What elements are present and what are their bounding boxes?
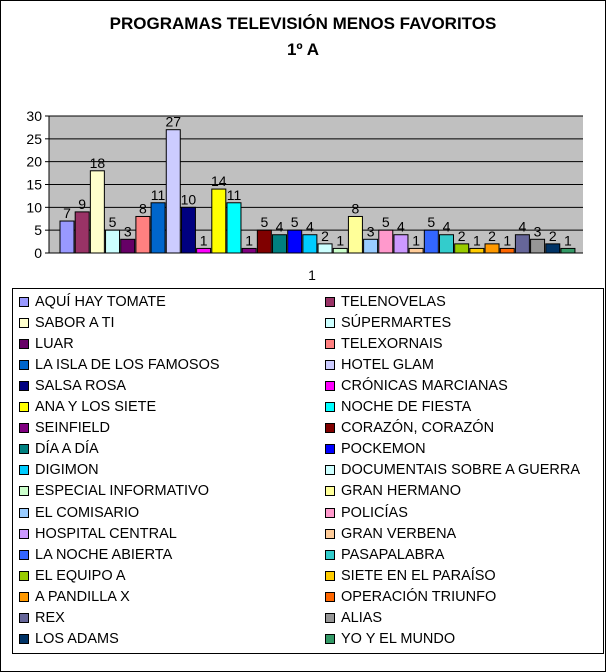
legend-label: NOCHE DE FIESTA <box>341 399 472 416</box>
legend-label: SEINFIELD <box>35 420 110 437</box>
legend-swatch <box>325 613 335 623</box>
legend-item <box>19 376 126 396</box>
legend-label: EL EQUIPO A <box>35 567 126 584</box>
bar <box>257 230 271 253</box>
legend-swatch <box>325 444 335 454</box>
legend-item <box>325 397 471 417</box>
legend-item <box>325 545 444 565</box>
legend-label: DOCUMENTAIS SOBRE A GUERRA <box>341 462 581 479</box>
bar <box>546 244 560 253</box>
data-label: 7 <box>63 205 71 222</box>
bar <box>409 248 423 253</box>
bar <box>166 130 180 253</box>
legend-swatch <box>325 550 335 560</box>
legend-item <box>19 481 209 501</box>
bar <box>303 235 317 253</box>
bar <box>455 244 469 253</box>
data-label: 1 <box>336 232 345 249</box>
legend-swatch <box>19 423 29 433</box>
legend-item <box>325 629 455 649</box>
bar <box>242 248 256 253</box>
legend-label: ESPECIAL INFORMATIVO <box>35 483 210 500</box>
legend-item <box>325 503 408 523</box>
legend-swatch <box>325 360 335 370</box>
legend-item <box>19 545 172 565</box>
legend-label: HOTEL GLAM <box>341 357 434 374</box>
bar <box>364 239 378 253</box>
legend-swatch <box>19 486 29 496</box>
legend-swatch <box>19 592 29 602</box>
legend-swatch <box>325 381 335 391</box>
bar <box>90 171 104 253</box>
legend-label: LA NOCHE ABIERTA <box>35 546 173 563</box>
legend-swatch <box>19 634 29 644</box>
legend-item <box>19 334 74 354</box>
legend-label: OPERACIÓN TRIUNFO <box>341 588 497 605</box>
legend-item <box>19 608 65 628</box>
data-label: 5 <box>290 214 299 231</box>
data-label: 1 <box>472 232 481 249</box>
legend-label: CORAZÓN, CORAZÓN <box>341 420 495 437</box>
legend-label: GRAN HERMANO <box>341 483 462 500</box>
legend-swatch <box>325 465 335 475</box>
data-label: 4 <box>442 218 451 235</box>
legend-label: EL COMISARIO <box>35 504 140 521</box>
data-label: 4 <box>518 218 527 235</box>
y-tick-label: 5 <box>34 222 42 239</box>
bar <box>106 230 120 253</box>
legend-swatch <box>325 402 335 412</box>
legend-label: HOSPITAL CENTRAL <box>35 525 177 542</box>
legend-item <box>325 355 434 375</box>
legend-label: PASAPALABRA <box>341 546 445 563</box>
legend-swatch <box>19 465 29 475</box>
legend-label: DÍA A DÍA <box>35 441 99 458</box>
legend-item <box>325 418 494 438</box>
data-label: 8 <box>139 200 147 217</box>
legend-swatch <box>19 550 29 560</box>
legend-item <box>325 608 382 628</box>
bar-chart <box>0 0 606 290</box>
legend-label: ALIAS <box>341 609 383 626</box>
legend-item <box>325 292 446 312</box>
bar <box>60 221 74 253</box>
legend-item <box>19 587 130 607</box>
data-label: 2 <box>457 227 466 244</box>
legend-swatch <box>325 297 335 307</box>
data-label: 3 <box>366 223 375 240</box>
bar <box>379 230 393 253</box>
chart-subtitle: 1º A <box>286 40 320 59</box>
chart-legend <box>12 288 604 654</box>
legend-label: SALSA ROSA <box>35 378 127 395</box>
legend-label: POCKEMON <box>341 441 426 458</box>
legend-swatch <box>325 592 335 602</box>
bar <box>470 248 484 253</box>
data-label: 1 <box>245 232 254 249</box>
legend-swatch <box>19 529 29 539</box>
legend-swatch <box>325 423 335 433</box>
legend-item <box>19 292 166 312</box>
data-label: 14 <box>211 173 227 190</box>
legend-swatch <box>19 339 29 349</box>
legend-label: LOS ADAMS <box>35 630 119 647</box>
data-label: 3 <box>123 223 132 240</box>
legend-swatch <box>19 402 29 412</box>
data-label: 5 <box>427 214 436 231</box>
y-tick-label: 10 <box>26 199 42 216</box>
legend-swatch <box>325 486 335 496</box>
legend-label: REX <box>35 609 65 626</box>
bar <box>485 244 499 253</box>
data-label: 4 <box>275 218 284 235</box>
bar <box>561 248 575 253</box>
data-label: 5 <box>108 214 117 231</box>
bar <box>318 244 332 253</box>
legend-swatch <box>325 571 335 581</box>
legend-item <box>19 439 99 459</box>
data-label: 27 <box>165 113 182 130</box>
bar <box>273 235 287 253</box>
legend-label: SABOR A TI <box>35 315 115 332</box>
bar <box>75 212 89 253</box>
legend-swatch <box>19 318 29 328</box>
legend-item <box>325 460 580 480</box>
legend-label: AQUÍ HAY TOMATE <box>35 294 166 310</box>
legend-swatch <box>19 297 29 307</box>
data-label: 4 <box>397 218 405 235</box>
bar <box>348 216 362 253</box>
legend-item <box>19 418 110 438</box>
legend-label: LA ISLA DE LOS FAMOSOS <box>35 357 220 374</box>
legend-label: SIETE EN EL PARAÍSO <box>341 567 496 584</box>
legend-label: ANA Y LOS SIETE <box>35 399 157 416</box>
bar <box>394 235 408 253</box>
legend-label: CRÓNICAS MARCIANAS <box>341 378 508 395</box>
legend-item <box>325 524 456 544</box>
bar <box>515 235 529 253</box>
legend-label: GRAN VERBENA <box>341 525 457 542</box>
legend-swatch <box>325 529 335 539</box>
legend-label: LUAR <box>35 336 74 353</box>
data-label: 11 <box>150 186 166 203</box>
bar <box>121 239 135 253</box>
bar <box>424 230 438 253</box>
legend-swatch <box>325 634 335 644</box>
legend-item <box>325 376 508 396</box>
y-tick-label: 30 <box>26 108 42 124</box>
legend-item <box>19 397 156 417</box>
data-label: 2 <box>321 227 329 244</box>
bar <box>531 239 545 253</box>
legend-label: TELENOVELAS <box>341 294 446 310</box>
bar <box>197 248 211 253</box>
legend-item <box>19 503 139 523</box>
data-label: 5 <box>381 214 390 231</box>
chart-title: PROGRAMAS TELEVISIÓN MENOS FAVORITOS <box>109 14 497 33</box>
legend-label: A PANDILLA X <box>35 588 130 605</box>
data-label: 1 <box>199 232 208 249</box>
data-label: 11 <box>226 186 242 203</box>
legend-swatch <box>325 339 335 349</box>
data-label: 9 <box>78 195 87 212</box>
legend-label: TELEXORNAIS <box>341 336 443 353</box>
y-tick-label: 0 <box>34 245 42 261</box>
bar <box>181 207 195 253</box>
legend-label: DIGIMON <box>35 462 99 479</box>
legend-item <box>325 439 426 459</box>
legend-swatch <box>19 571 29 581</box>
legend-swatch <box>19 508 29 518</box>
bar <box>136 216 150 253</box>
bar <box>288 230 302 253</box>
data-label: 10 <box>180 191 197 208</box>
bar <box>500 248 514 253</box>
bar <box>151 203 165 253</box>
y-tick-label: 15 <box>26 176 42 193</box>
legend-label: SÚPERMARTES <box>341 315 452 332</box>
data-label: 18 <box>89 154 106 171</box>
bar <box>227 203 241 253</box>
data-label: 1 <box>564 232 572 249</box>
legend-item <box>19 566 126 586</box>
legend-item <box>19 313 115 333</box>
legend-item <box>19 524 177 544</box>
legend-item <box>325 566 496 586</box>
legend-swatch <box>19 381 29 391</box>
x-category-label: 1 <box>308 267 316 283</box>
bar <box>440 235 454 253</box>
legend-item <box>19 355 220 375</box>
data-label: 8 <box>351 200 360 217</box>
legend-swatch <box>19 360 29 370</box>
legend-item <box>19 460 99 480</box>
legend-item <box>325 587 496 607</box>
data-label: 2 <box>488 227 496 244</box>
legend-item <box>325 481 461 501</box>
legend-label: POLICÍAS <box>341 504 408 521</box>
legend-item <box>19 629 119 649</box>
data-label: 4 <box>305 218 314 235</box>
y-tick-label: 20 <box>26 153 42 170</box>
data-label: 5 <box>260 214 269 231</box>
legend-swatch <box>325 508 335 518</box>
data-label: 3 <box>533 223 542 240</box>
bar <box>212 189 226 253</box>
legend-swatch <box>19 613 29 623</box>
data-label: 1 <box>503 232 512 249</box>
legend-item <box>325 313 451 333</box>
legend-label: YO Y EL MUNDO <box>341 630 456 647</box>
bar <box>333 248 347 253</box>
y-tick-label: 25 <box>26 130 42 147</box>
legend-swatch <box>325 318 335 328</box>
legend-swatch <box>19 444 29 454</box>
legend-item <box>325 334 443 354</box>
data-label: 1 <box>412 232 421 249</box>
data-label: 2 <box>548 227 557 244</box>
